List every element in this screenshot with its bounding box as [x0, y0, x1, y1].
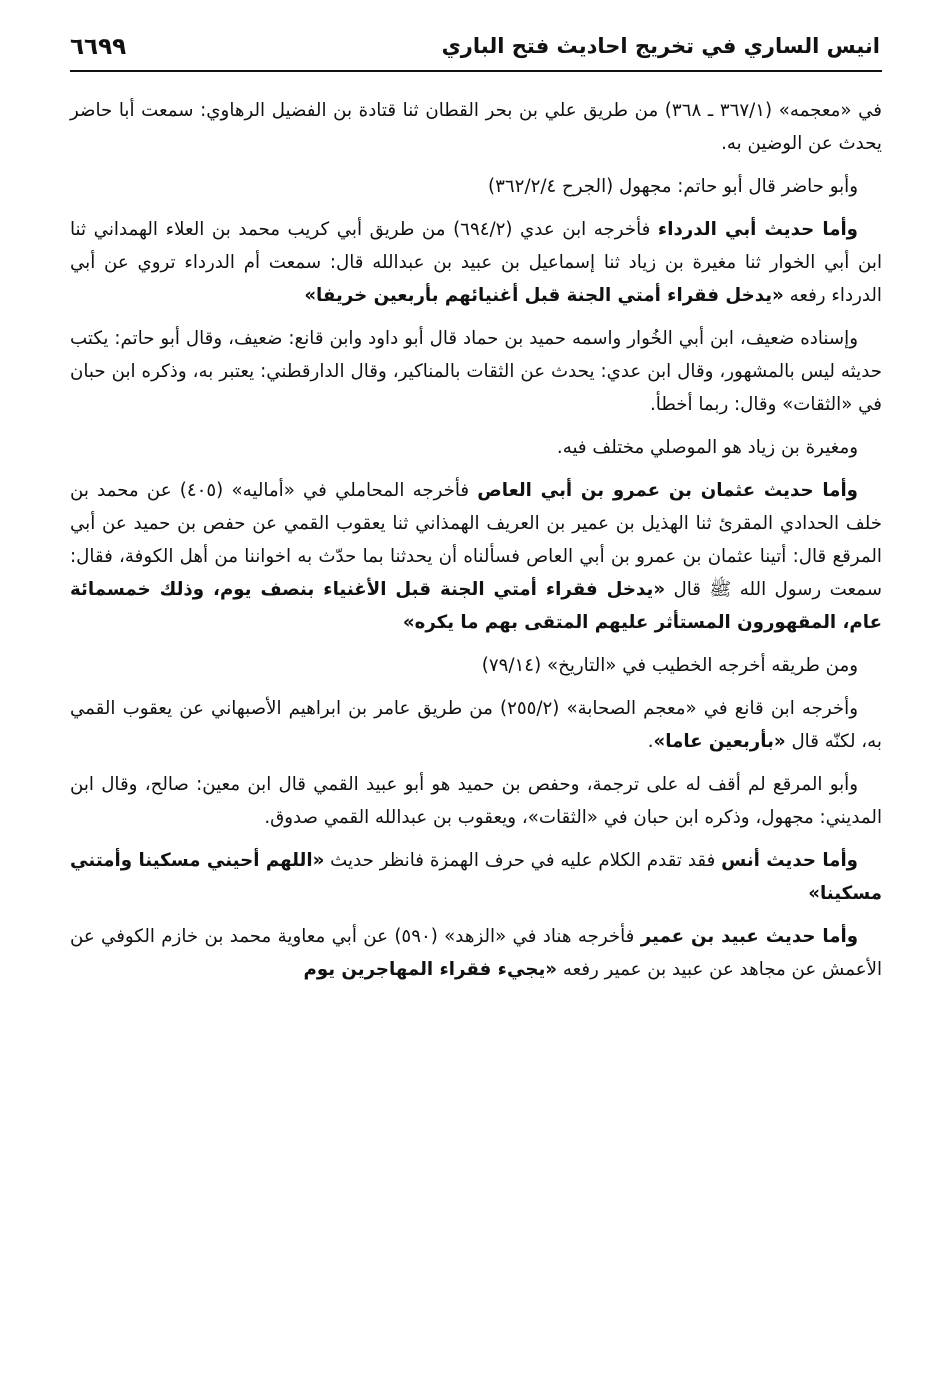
- bold-text-run: وأما حديث عثمان بن عمرو بن أبي العاص: [477, 480, 858, 501]
- text-run: وإسناده ضعيف، ابن أبي الخُوار واسمه حميد بن حماد قال أبو داود وابن قانع: ضعيف، وقال أبو حاتم: يكتب حديثه ليس بالمشهور، وقال ابن عدي: يحدث عن الثقات بالمناكير، وقال الدارقطني: يعتبر به، وذكره ابن حبان في «الثقات» وقال: ربما أخطأ.: [70, 328, 882, 415]
- bold-text-run: «يدخل فقراء أمتي الجنة قبل أغنيائهم بأربعين خريفا»: [304, 285, 784, 306]
- page-number: ٦٦٩٩: [70, 34, 127, 60]
- bold-text-run: وأما حديث أبي الدرداء: [657, 219, 858, 240]
- paragraph: [70, 94, 882, 160]
- body-text: [70, 94, 882, 986]
- paragraph: [70, 474, 882, 639]
- text-run: وأبو المرقع لم أقف له على ترجمة، وحفص بن حميد هو أبو عبيد القمي قال ابن معين: صالح، وقال ابن المديني: مجهول، وذكره ابن حبان في «الثقات»، ويعقوب بن عبدالله القمي صدوق.: [70, 774, 882, 828]
- paragraph: [70, 844, 882, 910]
- paragraph: [70, 920, 882, 986]
- bold-text-run: «اللهم أحيني مسكينا وأمتني مسكينا»: [70, 850, 882, 904]
- text-run: فأخرجه المحاملي في «أماليه» (٤٠٥) عن محمد بن خلف الحدادي المقرئ ثنا الهذيل بن عمير بن العريف الهمذاني ثنا يعقوب القمي عن حفص بن حميد عن أبي المرقع قال: أتينا عثمان بن عمرو بن أبي العاص فسألناه أن يحدثنا بما حدّث به اخواننا من أهل الكوفة، فقال: سمعت رسول الله ﷺ قال: [70, 480, 882, 600]
- paragraph: [70, 649, 882, 682]
- text-run: وأبو حاضر قال أبو حاتم: مجهول (الجرح ٣٦٢/٢/٤): [488, 176, 858, 197]
- running-title: انيس الساري في تخريج احاديث فتح الباري: [441, 34, 880, 58]
- text-run: .: [647, 731, 654, 752]
- paragraph: [70, 213, 882, 312]
- paragraph: [70, 431, 882, 464]
- paragraph: [70, 322, 882, 421]
- bold-text-run: وأما حديث أنس: [721, 850, 858, 871]
- bold-text-run: وأما حديث عبيد بن عمير: [640, 926, 858, 947]
- paragraph: [70, 170, 882, 203]
- paragraph: [70, 692, 882, 758]
- bold-text-run: «يجيء فقراء المهاجرين يوم: [303, 959, 558, 980]
- page-header: [70, 30, 882, 72]
- text-run: فأخرجه هناد في «الزهد» (٥٩٠) عن أبي معاوية محمد بن خازم الكوفي عن الأعمش عن مجاهد عن عبيد بن عمير رفعه: [70, 926, 882, 980]
- book-page: [70, 30, 882, 996]
- text-run: في «معجمه» (٣٦٧/١ ـ ٣٦٨) من طريق علي بن بحر القطان ثنا قتادة بن الفضيل الرهاوي: سمعت أبا حاضر يحدث عن الوضين به.: [70, 100, 882, 154]
- text-run: فقد تقدم الكلام عليه في حرف الهمزة فانظر حديث: [324, 850, 722, 871]
- paragraph: [70, 768, 882, 834]
- text-run: ومن طريقه أخرجه الخطيب في «التاريخ» (٧٩/١٤): [481, 655, 858, 676]
- text-run: وأخرجه ابن قانع في «معجم الصحابة» (٢٥٥/٢) من طريق عامر بن ابراهيم الأصبهاني عن يعقوب القمي به، لكنّه قال: [70, 698, 882, 752]
- text-run: ومغيرة بن زياد هو الموصلي مختلف فيه.: [556, 437, 858, 458]
- text-run: فأخرجه ابن عدي (٦٩٤/٢) من طريق أبي كريب محمد بن العلاء الهمداني ثنا ابن أبي الخوار ثنا مغيرة بن زياد ثنا إسماعيل بن عبيد بن عبدالله قال: سمعت أم الدرداء تروي عن أبي الدرداء رفعه: [70, 219, 882, 306]
- bold-text-run: «يدخل فقراء أمتي الجنة قبل الأغنياء بنصف يوم، وذلك خمسمائة عام، المقهورون المستأثر عليهم المتقى بهم ما يكره»: [70, 579, 882, 633]
- bold-text-run: «بأربعين عاما»: [653, 731, 786, 752]
